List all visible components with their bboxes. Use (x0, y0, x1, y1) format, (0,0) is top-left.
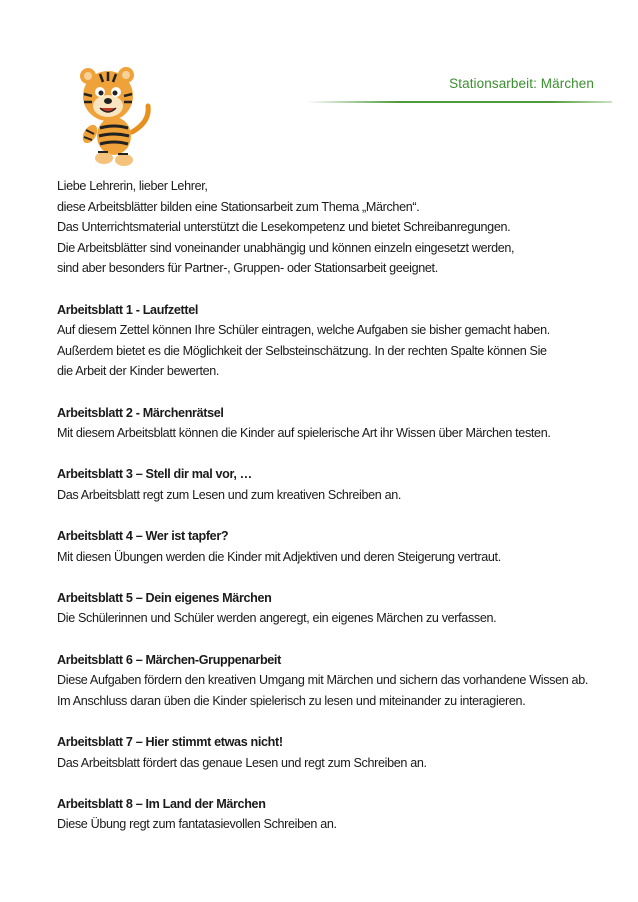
section-arbeitsblatt-5 (57, 588, 617, 629)
section-text: Diese Aufgaben fördern den kreativen Umgang mit Märchen und sichern das vorhandene Wissen ab. (57, 673, 588, 688)
section-text: Diese Übung regt zum fantatasievollen Schreiben an. (57, 817, 337, 832)
section-arbeitsblatt-8 (57, 794, 617, 835)
section-text: Auf diesem Zettel können Ihre Schüler eintragen, welche Aufgaben sie bisher gemacht haben. (57, 323, 550, 338)
intro-line: Die Arbeitsblätter sind voneinander unabhängig und können einzeln eingesetzt werden, (57, 240, 515, 255)
section-arbeitsblatt-6 (57, 650, 617, 712)
section-text: Das Arbeitsblatt fördert das genaue Lesen und regt zum Schreiben an. (57, 755, 427, 770)
section-text: die Arbeit der Kinder bewerten. (57, 364, 220, 379)
section-arbeitsblatt-4 (57, 526, 617, 567)
section-title: Arbeitsblatt 8 – Im Land der Märchen (57, 796, 266, 811)
section-text: Im Anschluss daran üben die Kinder spielerisch zu lesen und miteinander zu interagieren. (57, 693, 526, 708)
section-text: Mit diesen Übungen werden die Kinder mit Adjektiven und deren Steigerung vertraut. (57, 549, 501, 564)
section-arbeitsblatt-1 (57, 300, 617, 382)
header-title: Stationsarbeit: Märchen (449, 76, 594, 91)
document-body (57, 176, 617, 835)
intro-line: diese Arbeitsblätter bilden eine Stationsarbeit zum Thema „Märchen“. (57, 199, 420, 214)
section-text: Mit diesem Arbeitsblatt können die Kinder auf spielerische Art ihr Wissen über Märchen testen. (57, 426, 551, 441)
section-text: Außerdem bietet es die Möglichkeit der Selbsteinschätzung. In der rechten Spalte können Sie (57, 343, 547, 358)
section-text: Das Arbeitsblatt regt zum Lesen und zum kreativen Schreiben an. (57, 487, 402, 502)
section-arbeitsblatt-3 (57, 464, 617, 505)
section-title: Arbeitsblatt 1 - Laufzettel (57, 302, 198, 317)
header-divider (306, 101, 612, 103)
section-title: Arbeitsblatt 3 – Stell dir mal vor, … (57, 467, 252, 482)
tiger-mascot-icon (62, 62, 162, 170)
section-text: Die Schülerinnen und Schüler werden angeregt, ein eigenes Märchen zu verfassen. (57, 611, 497, 626)
section-arbeitsblatt-2 (57, 403, 617, 444)
intro-line: sind aber besonders für Partner-, Gruppen- oder Stationsarbeit geeignet. (57, 261, 438, 276)
intro-line: Liebe Lehrerin, lieber Lehrer, (57, 179, 208, 193)
intro-block (57, 176, 617, 279)
section-title: Arbeitsblatt 7 – Hier stimmt etwas nicht! (57, 735, 283, 750)
section-title: Arbeitsblatt 4 – Wer ist tapfer? (57, 529, 229, 544)
section-title: Arbeitsblatt 2 - Märchenrätsel (57, 405, 224, 420)
section-arbeitsblatt-7 (57, 732, 617, 773)
section-title: Arbeitsblatt 5 – Dein eigenes Märchen (57, 590, 272, 605)
intro-line: Das Unterrichtsmaterial unterstützt die Lesekompetenz und bietet Schreibanregungen. (57, 220, 511, 235)
section-title: Arbeitsblatt 6 – Märchen-Gruppenarbeit (57, 652, 281, 667)
